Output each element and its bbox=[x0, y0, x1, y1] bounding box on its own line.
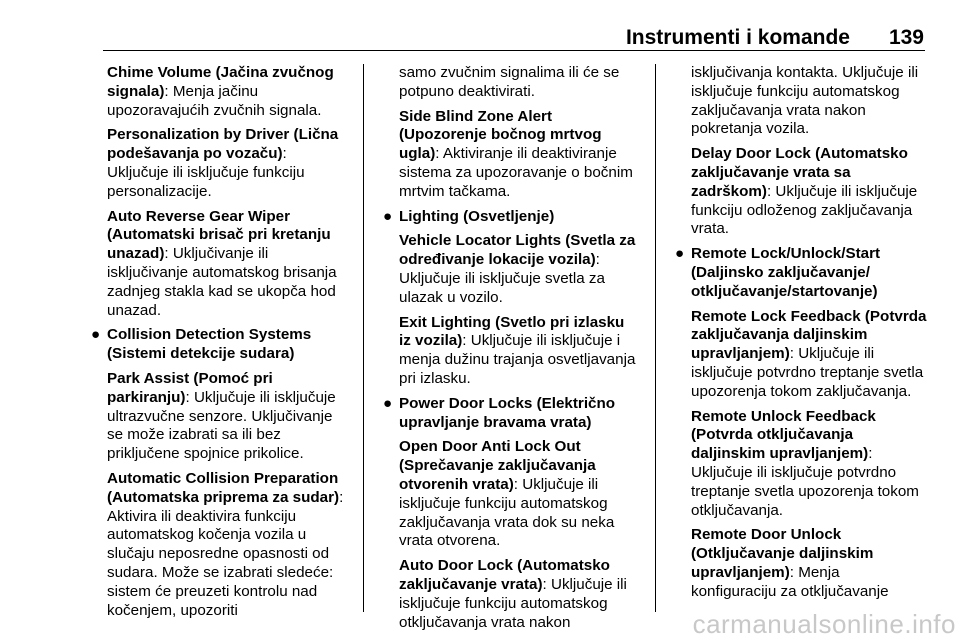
entry-term: Auto Reverse Gear Wiper (Automatski brisač pri kretanju unazad) bbox=[107, 207, 331, 263]
entry-term: Park Assist (Pomoć pri parkiranju) bbox=[107, 369, 273, 406]
menu-entry bbox=[673, 145, 929, 239]
bullet-item bbox=[381, 208, 638, 227]
entry-description: : Uključivanje ili isključivanje automatskog brisanja zadnjeg stakla kad se ukopča hod unazad. bbox=[107, 245, 337, 319]
column-divider-1 bbox=[363, 64, 364, 612]
menu-entry bbox=[89, 64, 347, 120]
entry-term: Open Door Anti Lock Out (Sprečavanje zaključavanja otvorenih vrata) bbox=[399, 438, 596, 493]
column-divider-2 bbox=[655, 64, 656, 612]
entry-description: : Menja konfiguraciju za otključavanje bbox=[691, 563, 889, 600]
entry-term: Remote Door Unlock (Otključavanje daljinskim upravljanjem) bbox=[691, 526, 874, 581]
bullet-icon: ● bbox=[91, 326, 101, 344]
entry-term: Delay Door Lock (Automatsko zaključavanje vrata sa zadrškom) bbox=[691, 145, 908, 200]
watermark: carmanualsonline.info bbox=[692, 609, 956, 639]
menu-entry bbox=[89, 470, 347, 620]
text-column-3 bbox=[673, 64, 929, 608]
entry-term: Personalization by Driver (Lična podešavanja po vozaču) bbox=[107, 126, 339, 163]
menu-entry bbox=[381, 232, 638, 307]
menu-entry bbox=[673, 308, 929, 402]
entry-description: : Uključuje ili isključuje svetla za ulazak u vozilo. bbox=[399, 251, 605, 306]
menu-entry bbox=[381, 108, 638, 202]
menu-entry bbox=[89, 126, 347, 201]
bullet-icon: ● bbox=[383, 394, 393, 412]
continued-text: samo zvučnim signalima ili će se potpuno deaktivirati. bbox=[399, 64, 620, 100]
entry-description: : Uključuje ili isključuje ultrazvučne senzore. Uključivanje se može izabrati sa ili bez priključene spojnice prikolice. bbox=[107, 388, 336, 463]
continued-text: isključivanja kontakta. Uključuje ili isključuje funkciju automatskog zaključavanja vrata nakon pokretanja vozila. bbox=[691, 64, 919, 138]
menu-entry bbox=[89, 208, 347, 321]
menu-entry bbox=[89, 370, 347, 464]
entry-term: Automatic Collision Preparation (Automatska priprema za sudar) bbox=[107, 469, 340, 506]
text-column-2 bbox=[381, 64, 638, 638]
entry-description: : Uključuje ili isključuje funkciju automatskog otključavanja vrata nakon bbox=[399, 575, 627, 631]
header-divider bbox=[103, 50, 925, 51]
bullet-heading: Power Door Locks (Električno upravljanje bravama vrata) bbox=[399, 394, 616, 431]
menu-entry bbox=[381, 314, 638, 389]
bullet-icon: ● bbox=[383, 207, 393, 225]
text-column-1 bbox=[89, 64, 347, 626]
menu-entry bbox=[673, 408, 929, 521]
entry-description: : Uključuje ili isključuje funkciju odloženog zaključavanja vrata. bbox=[691, 182, 918, 238]
bullet-item bbox=[89, 326, 347, 364]
bullet-item bbox=[381, 395, 638, 433]
menu-entry bbox=[673, 526, 929, 601]
entry-term: Chime Volume (Jačina zvučnog signala) bbox=[107, 64, 334, 100]
page-header bbox=[0, 0, 960, 52]
entry-description: : Aktiviranje ili deaktiviranje sistema za upozoravanje o bočnim mrtvim tačkama. bbox=[399, 145, 633, 200]
page-number: 139 bbox=[888, 26, 924, 49]
entry-term: Auto Door Lock (Automatsko zaključavanje vrata) bbox=[399, 557, 610, 593]
bullet-heading: Remote Lock/Unlock/Start (Daljinsko zaključavanje/ otključavanje/startovanje) bbox=[691, 245, 881, 300]
entry-term: Remote Unlock Feedback (Potvrda otključavanja daljinskim upravljanjem) bbox=[691, 407, 876, 463]
page-title: Instrumenti i komande bbox=[625, 26, 850, 49]
entry-description: : Uključuje ili isključuje funkciju personalizacije. bbox=[107, 145, 305, 200]
entry-term: Vehicle Locator Lights (Svetla za određivanje lokacije vozila) bbox=[399, 232, 636, 269]
bullet-icon: ● bbox=[675, 245, 685, 263]
menu-entry bbox=[381, 438, 638, 551]
entry-description: : Uključuje ili isključuje funkciju automatskog zaključavanja vrata dok su neka vrata otvorena. bbox=[399, 475, 615, 550]
bullet-item bbox=[673, 245, 929, 301]
entry-description: : Aktivira ili deaktivira funkciju automatskog kočenja vozila u slučaju neposredne opasnosti od sudara. Može se izabrati sledeće: sistem će preuzeti kontrolu nad kočenjem, upozoriti bbox=[107, 488, 344, 619]
bullet-heading: Lighting (Osvetljenje) bbox=[399, 207, 555, 225]
entry-term: Side Blind Zone Alert (Upozorenje bočnog mrtvog ugla) bbox=[399, 107, 602, 163]
entry-description: : Menja jačinu upozoravajućih zvučnih signala. bbox=[107, 82, 322, 119]
entry-term: Remote Lock Feedback (Potvrda zaključavanja daljinskim upravljanjem) bbox=[691, 307, 927, 363]
bullet-heading: Collision Detection Systems (Sistemi detekcije sudara) bbox=[107, 326, 312, 363]
menu-entry bbox=[381, 557, 638, 632]
entry-term: Exit Lighting (Svetlo pri izlasku iz vozila) bbox=[399, 313, 625, 350]
entry-description: : Uključuje ili isključuje i menja dužinu trajanja osvetljavanja pri izlasku. bbox=[399, 332, 636, 387]
entry-description: : Uključuje ili isključuje potvrdno treptanje svetla upozorenja tokom zaključavanja. bbox=[691, 345, 924, 400]
entry-description: : Uključuje ili isključuje potvrdno treptanje svetla upozorenja tokom otključavanja. bbox=[691, 445, 919, 519]
